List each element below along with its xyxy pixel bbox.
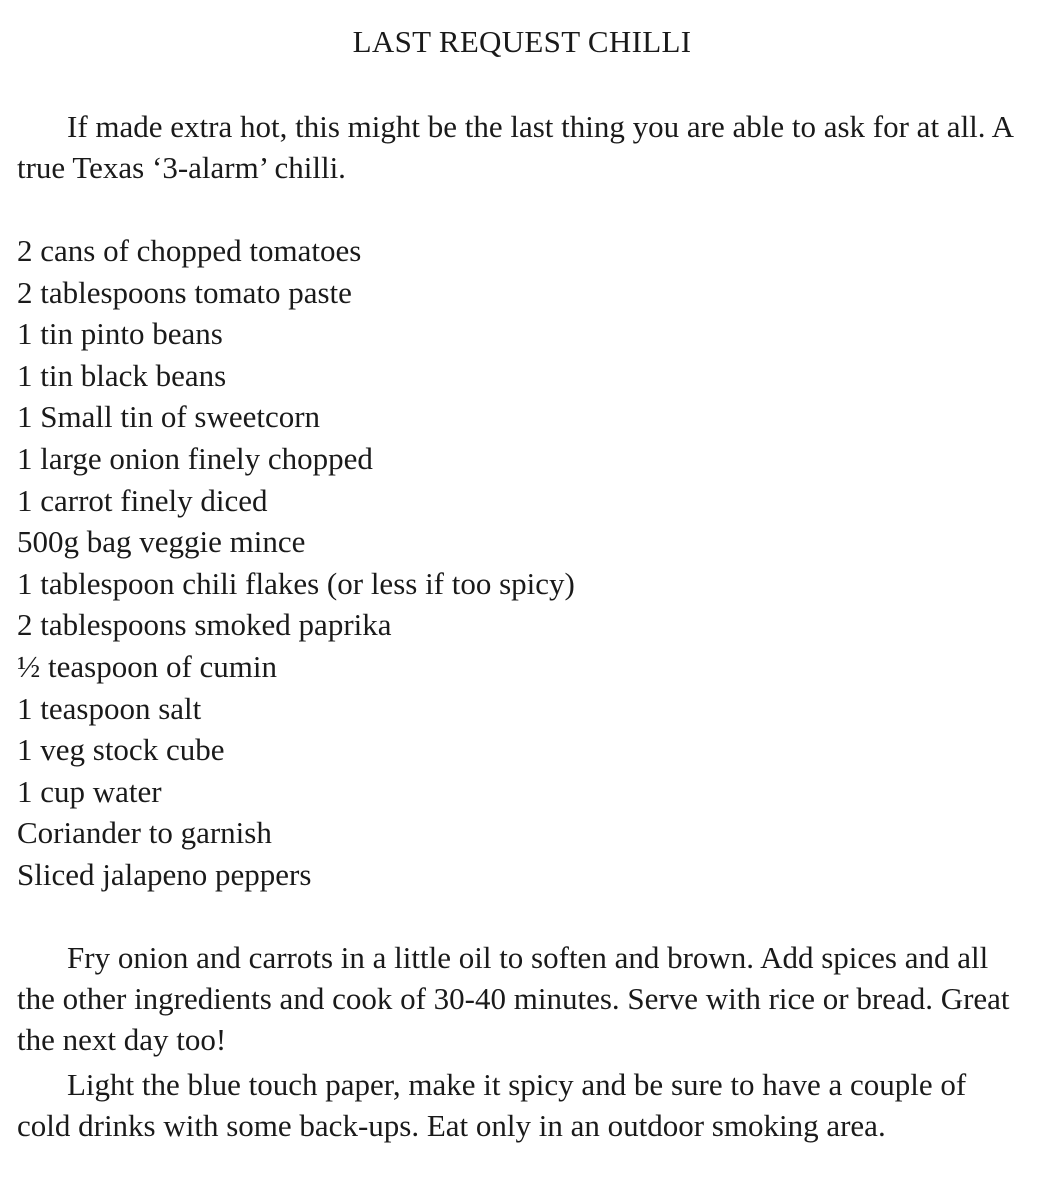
ingredient-item: 1 cup water: [17, 773, 162, 809]
ingredient-item: 1 tablespoon chili flakes (or less if too spicy): [17, 565, 575, 601]
note-paragraph: [17, 1064, 1027, 1146]
ingredient-item: 1 large onion finely chopped: [17, 440, 373, 476]
recipe-title: LAST REQUEST CHILLI: [352, 24, 692, 59]
method-paragraph: [17, 937, 1027, 1060]
note-text: Light the blue touch paper, make it spicy and be sure to have a couple of cold drinks with some back-ups. Eat only in an outdoor smoking area.: [17, 1067, 967, 1143]
ingredient-item: 1 Small tin of sweetcorn: [17, 399, 321, 435]
intro-text: If made extra hot, this might be the last thing you are able to ask for at all. A true Texas ‘3-alarm’ chilli.: [17, 109, 1013, 185]
ingredient-item: ½ teaspoon of cumin: [17, 648, 278, 684]
ingredient-item: 1 teaspoon salt: [17, 690, 202, 726]
intro-paragraph: [17, 106, 1027, 188]
ingredient-item: 1 veg stock cube: [17, 732, 225, 768]
ingredient-item: Sliced jalapeno peppers: [17, 856, 312, 892]
ingredient-item: 1 tin pinto beans: [17, 316, 223, 352]
ingredient-list: [17, 230, 575, 896]
ingredient-item: 2 cans of chopped tomatoes: [17, 233, 362, 268]
ingredient-item: Coriander to garnish: [17, 815, 272, 851]
ingredient-item: 1 tin black beans: [17, 357, 227, 393]
ingredient-item: 1 carrot finely diced: [17, 482, 268, 518]
ingredient-item: 500g bag veggie mince: [17, 524, 306, 560]
ingredient-item: 2 tablespoons tomato paste: [17, 274, 352, 310]
ingredient-item: 2 tablespoons smoked paprika: [17, 607, 392, 643]
method-text: Fry onion and carrots in a little oil to soften and brown. Add spices and all the other ingredients and cook of 30-40 minutes. Serve with rice or bread. Great the next day too!: [17, 940, 1010, 1057]
